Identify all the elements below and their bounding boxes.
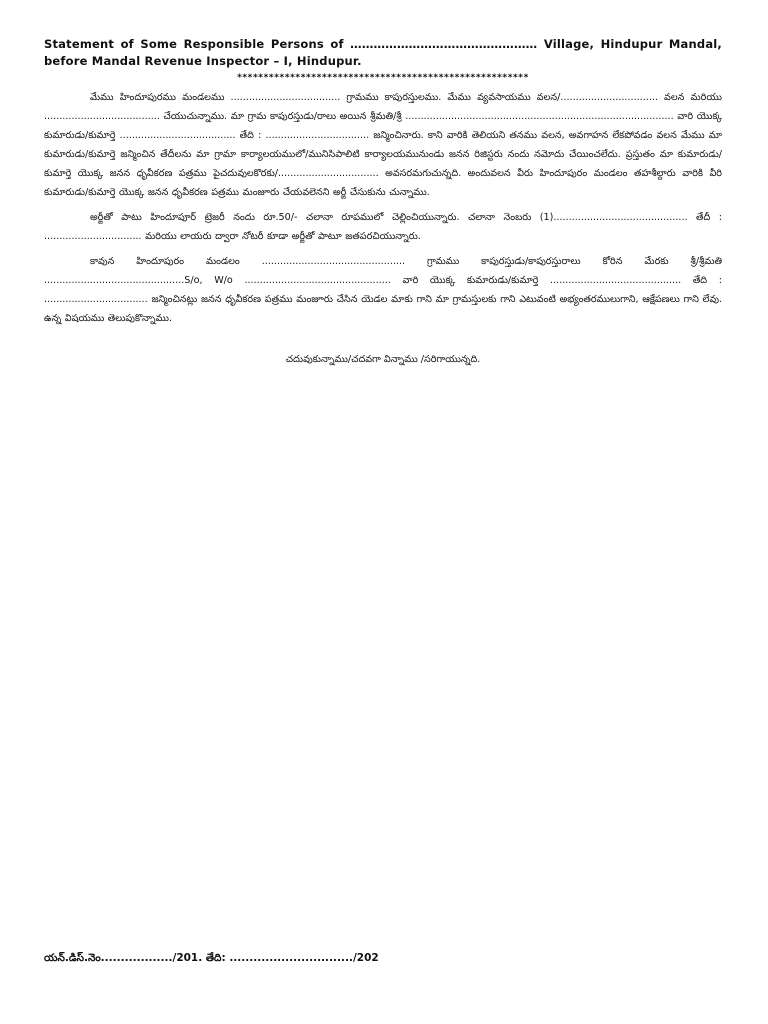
reference-number-footer: యన్.డిస్.నెం................../201. తేది: .............................../202 xyxy=(44,952,379,964)
document-heading: Statement of Some Responsible Persons of ………………………………………… Village, Hindupur Mandal, before Mandal Revenue Inspector – I, Hindupur. xyxy=(44,37,722,68)
paragraph-challan: అర్జీతో పాటు హిందూపూర్ ట్రెజరీ నందు రూ.50/- చలానా రూపములో చెల్లించియున్నారు. చలానా నెంబరు (1)............................................ తేదీ : ................................ మరియు లాయరు ద్వారా నోటరీ కూడా అర్జీతో పాటూ జతపరచియున్నారు. xyxy=(44,212,722,242)
paragraph-no-objection: కావున హిందూపురం మండలం ............................................... గ్రామము కాపురస్తుడు/కాపురస్తురాలు కోరిన మేరకు శ్రీ/శ్రీమతి ..............................................S/o, W/o ................................................ వారి యొక్క కుమారుడు/కుమార్తె ........................................... తేది : .................................. జన్మించినట్లు జనన ధృవీకరణ పత్రము మంజూరు చేసిన యెడల మాకు గాని మా గ్రామస్తులకు గాని ఎటువంటి అభ్యంతరములుగాని, ఆక్షేపణలు గాని లేవు. ఉన్న విషయము తెలుపుకొన్నాము. xyxy=(44,256,722,324)
star-divider: ******************************************************* xyxy=(237,73,529,83)
closing-statement: చదువుకున్నాము/చదవగా విన్నాము /సరిగాయున్నది. xyxy=(285,354,481,365)
paragraph-request: మేము హిందూపురము మండలము .................................... గ్రామము కాపురస్తులము. మేము వ్యవసాయము వలన/................................ వలన మరియు ...................................... చేయుచున్నాము. మా గ్రామ కాపురస్తుడు/రాలు అయిన శ్రీమతి/శ్రీ ........................................................................................ వారి యొక్క కుమారుడు/కుమార్తె ...................................... తేది : .................................. జన్మించినారు. కాని వారికి తెలియని తనము వలన, అవగాహన లేకపోవడం వలన మేము మా కుమారుడు/కుమార్తె జన్మించిన తేదీలను మా గ్రామా కార్యాలయములో/మునిసిపాలిటి కార్యాలయమునుండు జనన రిజిస్టరు నందు నమోదు చేయించలేదు. ప్రస్తుతం మా కుమారుడు/కుమార్తె యొక్క జనన ధృవీకరణ పత్రము పైచదువులకొరకు/................................. అవసరమగుచున్నది. అందువలన వీరు హిందూపురం మండలం తహశీల్దారు వారికి వీరి కుమారుడు/కుమార్తె యొక్క జనన ధృవీకరణ పత్రము మంజూరు చేయవలెనని అర్జీ చేసుకును చున్నాము. xyxy=(44,92,722,198)
